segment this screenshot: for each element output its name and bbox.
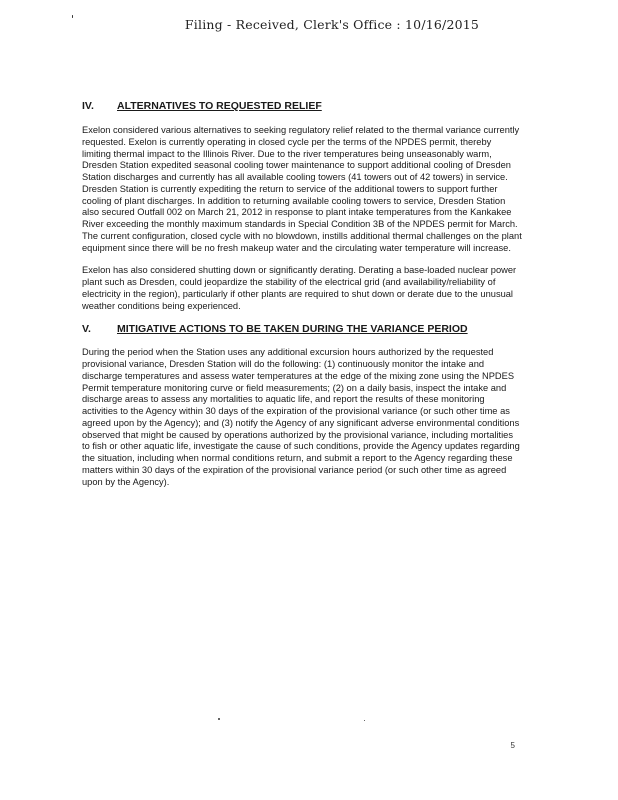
scan-speck [218,718,220,720]
section-title: MITIGATIVE ACTIONS TO BE TAKEN DURING THE VARIANCE PERIOD [117,323,468,336]
section-title: ALTERNATIVES TO REQUESTED RELIEF [117,100,322,112]
section-heading-v [82,323,522,335]
scan-speck [364,720,365,721]
section-heading-iv [82,100,522,112]
filing-stamp: Filing - Received, Clerk's Office : 10/16/2015 [184,17,480,32]
scan-speck [72,15,73,18]
page-number: 5 [510,741,515,750]
paragraph-alternatives-1: Exelon considered various alternatives to seeking regulatory relief related to the thermal variance currently requested. Exelon is currently operating in closed cycle per the terms of the NPDES permit, thereby limiting thermal impact to the Illinois River. Due to the river temperatures being unseasonably warm, Dresden Station expedited seasonal cooling tower maintenance to support additional cooling of Dresden Station discharges and currently has all available cooling towers (41 towers out of 42 towers) in service. Dresden Station is currently expediting the return to service of the additional towers to support further cooling of plant discharges. In addition to returning available cooling towers to service, Dresden Station also secured Outfall 002 on March 21, 2012 in response to plant intake temperatures from the Kankakee River exceeding the monthly maximum standards in Special Condition 3B of the NPDES permit for March. The current configuration, closed cycle with no blowdown, instills additional thermal challenges on the plant equipment since there will be no fresh makeup water and the circulating water temperature will increase. [82,125,522,253]
document-body [82,100,522,488]
section-number: IV. [82,100,94,112]
section-number: V. [82,323,91,336]
paragraph-alternatives-2: Exelon has also considered shutting down or significantly derating. Derating a base-loaded nuclear power plant such as Dresden, could jeopardize the stability of the electrical grid (and availability/reliability of electricity in the region), particularly if other plants are required to shut down or derate due to the unusual weather conditions being experienced. [82,265,517,311]
paragraph-mitigative-actions: During the period when the Station uses any additional excursion hours authorized by the requested provisional variance, Dresden Station will do the following: (1) continuously monitor the intake and discharge temperatures and assess water temperatures at the edge of the mixing zone using the NPDES Permit temperature monitoring curve or field measurements; (2) on a daily basis, inspect the intake and discharge areas to assess any mortalities to aquatic life, and report the results of these monitoring activities to the Agency within 30 days of the expiration of the provisional variance (or such other time as agreed upon by the Agency); and (3) notify the Agency of any significant adverse environmental conditions observed that might be caused by operations authorized by the provisional variance, including mortalities to fish or other aquatic life, investigate the cause of such conditions, provide the Agency updates regarding the situation, including when normal conditions return, and submit a report to the Agency regarding these matters within 30 days of the expiration of the provisional variance period (or such other time as agreed upon by the Agency). [82,347,520,487]
